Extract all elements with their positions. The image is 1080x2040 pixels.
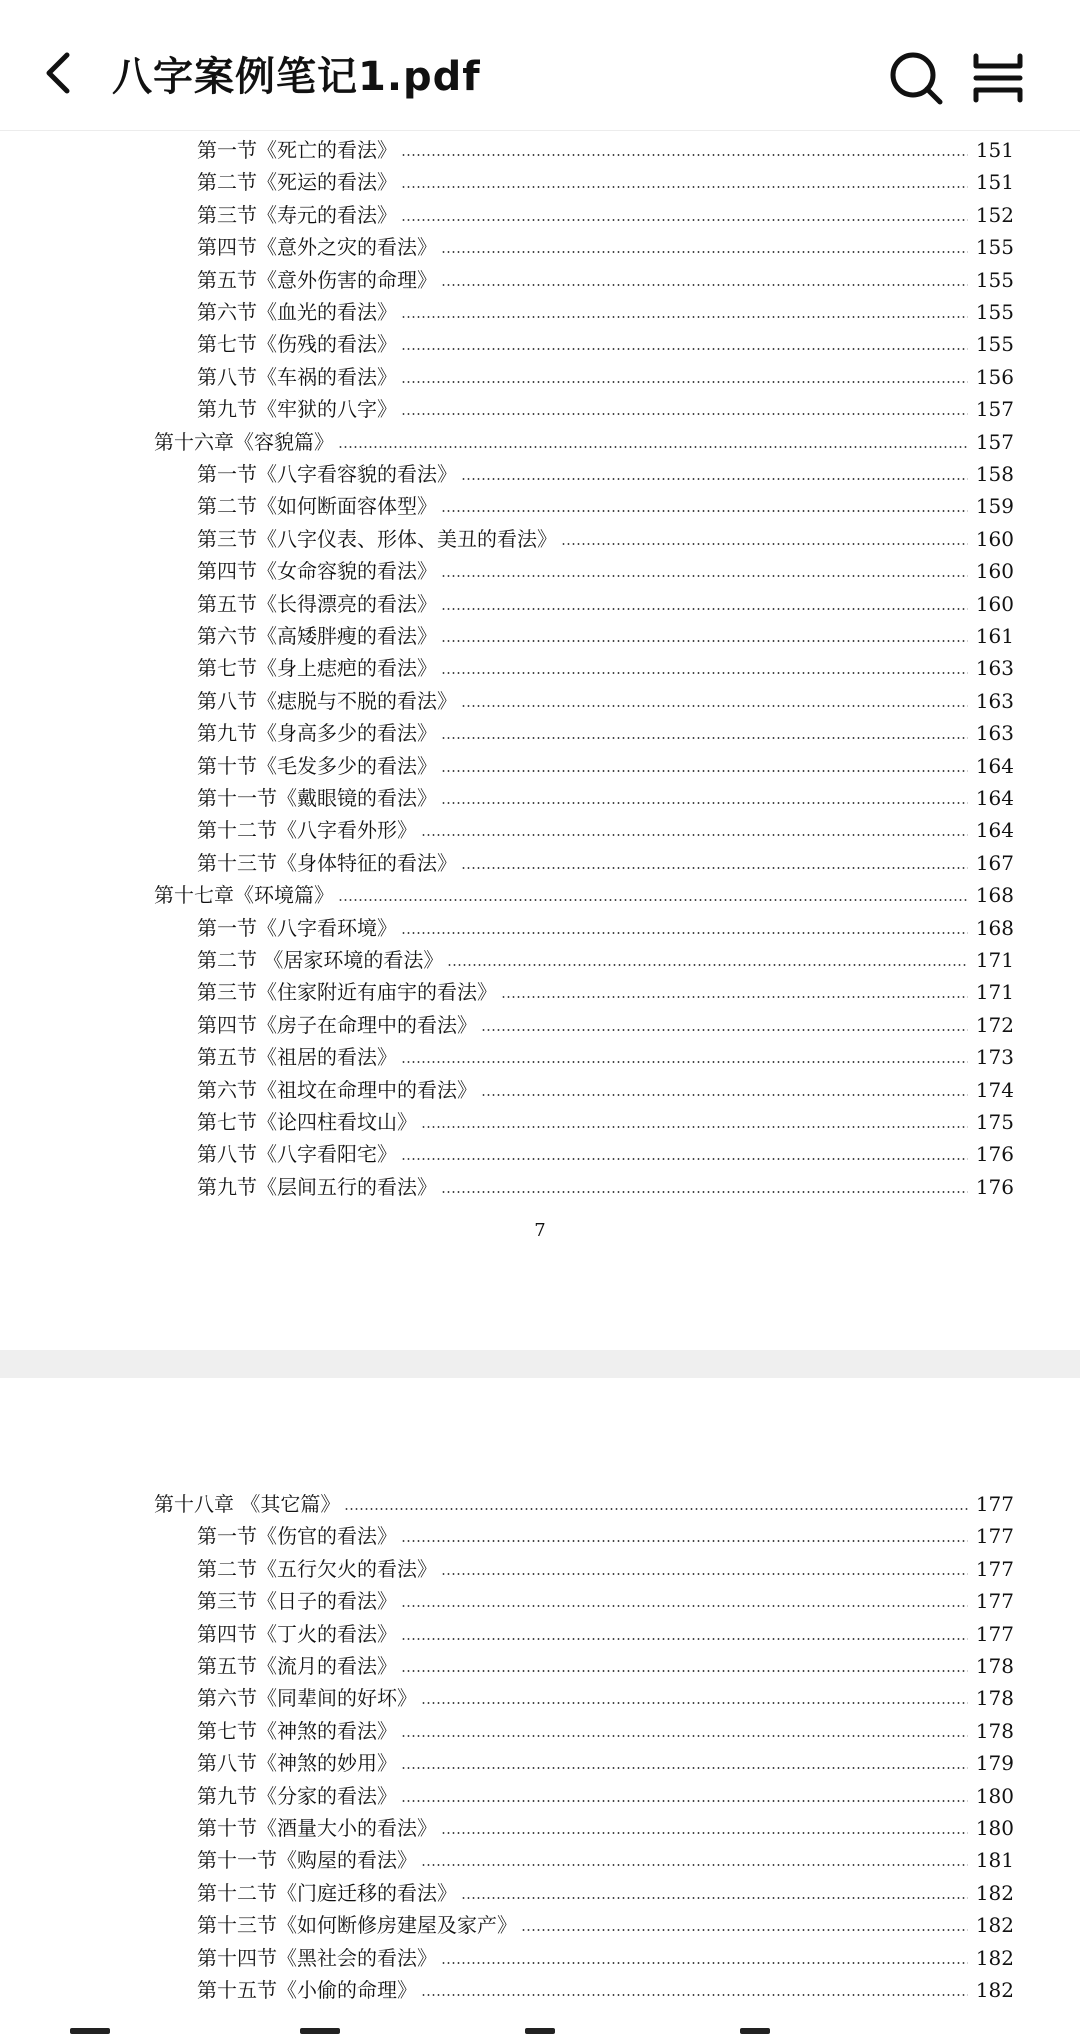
toc-section-entry[interactable] <box>0 1970 1080 2002</box>
toc-section-entry[interactable] <box>0 940 1080 972</box>
toc-entry-title: 第十三节《身体特征的看法》 <box>197 850 457 875</box>
toc-entry-title: 第三节《日子的看法》 <box>197 1589 397 1614</box>
toc-section-entry[interactable] <box>0 1678 1080 1710</box>
toc-leader-dots <box>401 1800 968 1802</box>
toc-page-number: 180 <box>975 1783 1014 1808</box>
toc-section-entry[interactable] <box>0 260 1080 292</box>
toc-page-number: 178 <box>975 1718 1014 1743</box>
toc-entry-title: 第九节《层间五行的看法》 <box>197 1174 437 1199</box>
toc-leader-dots <box>441 672 968 674</box>
toc-page-number: 155 <box>975 235 1014 260</box>
toc-leader-dots <box>338 446 968 448</box>
toolbar-icon-fragment <box>525 2028 555 2034</box>
toc-section-entry[interactable] <box>0 292 1080 324</box>
toc-page-number: 178 <box>975 1686 1014 1711</box>
toc-leader-dots <box>344 1508 968 1510</box>
toc-page-number: 173 <box>975 1045 1014 1070</box>
toc-leader-dots <box>401 1605 968 1607</box>
toc-page-number: 168 <box>975 883 1014 908</box>
toc-leader-dots <box>421 1702 968 1704</box>
toc-section-entry[interactable] <box>0 972 1080 1004</box>
toc-entry-title: 第四节《房子在命理中的看法》 <box>197 1012 477 1037</box>
page-number: 7 <box>534 1220 546 1241</box>
toc-section-entry[interactable] <box>0 1776 1080 1808</box>
search-button[interactable] <box>888 50 944 106</box>
toc-leader-dots <box>461 478 968 480</box>
toc-entry-title: 第十二节《八字看外形》 <box>197 818 417 843</box>
back-button[interactable] <box>38 48 78 98</box>
toc-page-number: 159 <box>975 494 1014 519</box>
toc-leader-dots <box>401 1158 968 1160</box>
toc-section-entry[interactable] <box>0 1873 1080 1905</box>
toc-page-number: 160 <box>975 526 1014 551</box>
toc-entry-title: 第十一节《戴眼镜的看法》 <box>197 786 437 810</box>
menu-button[interactable] <box>972 52 1024 104</box>
toc-entry-title: 第三节《寿元的看法》 <box>197 202 397 227</box>
toc-leader-dots <box>441 251 968 253</box>
toc-leader-dots <box>441 770 968 772</box>
toc-leader-dots <box>401 1061 968 1063</box>
toc-entry-title: 第四节《意外之灾的看法》 <box>197 235 437 260</box>
toc-page-number: 182 <box>975 1945 1014 1970</box>
toc-entry-title: 第六节《同辈间的好坏》 <box>197 1686 417 1711</box>
toc-section-entry[interactable] <box>0 389 1080 421</box>
toc-entry-title: 第六节《高矮胖瘦的看法》 <box>197 624 437 648</box>
toc-leader-dots <box>441 737 968 739</box>
toc-page-number: 175 <box>975 1110 1014 1134</box>
toc-entry-title: 第十八章 《其它篇》 <box>154 1492 341 1516</box>
toc-section-entry[interactable] <box>0 195 1080 227</box>
toc-page-number: 163 <box>975 688 1014 713</box>
toc-page-number: 160 <box>975 591 1014 616</box>
toc-entry-title: 第一节《八字看环境》 <box>197 915 397 940</box>
toolbar-icon-fragment <box>70 2028 110 2034</box>
toc-page-number: 171 <box>975 980 1014 1005</box>
toc-page-number: 164 <box>975 818 1014 843</box>
toc-section-entry[interactable] <box>0 1808 1080 1840</box>
toc-entry-title: 第四节《女命容貌的看法》 <box>197 559 437 584</box>
toc-section-entry[interactable] <box>0 454 1080 486</box>
toc-leader-dots <box>521 1929 968 1931</box>
toc-leader-dots <box>401 348 968 350</box>
toc-entry-title: 第十三节《如何断修房建屋及家产》 <box>197 1913 517 1938</box>
toc-section-entry[interactable] <box>0 551 1080 583</box>
toc-section-entry[interactable] <box>0 1102 1080 1134</box>
toc-entry-title: 第八节《八字看阳宅》 <box>197 1142 397 1167</box>
toc-leader-dots <box>401 1767 968 1769</box>
menu-icon <box>972 52 1024 104</box>
toc-section-entry[interactable] <box>0 1167 1080 1199</box>
toc-entry-title: 第六节《血光的看法》 <box>197 300 397 324</box>
toc-page-number: 181 <box>975 1848 1014 1873</box>
toc-entry-title: 第七节《身上痣疤的看法》 <box>197 656 437 681</box>
toc-entry-title: 第五节《祖居的看法》 <box>197 1045 397 1070</box>
toc-page-number: 155 <box>975 267 1014 292</box>
toc-page-number: 182 <box>975 1913 1014 1938</box>
toc-page-number: 171 <box>975 948 1014 972</box>
toc-leader-dots <box>401 1540 968 1542</box>
toc-page-number: 174 <box>975 1077 1014 1102</box>
toc-page-number: 155 <box>975 300 1014 324</box>
toc-entry-title: 第七节《神煞的看法》 <box>197 1718 397 1743</box>
toc-page-number: 168 <box>975 915 1014 940</box>
toc-entry-title: 第二节《五行欠火的看法》 <box>197 1556 437 1581</box>
toc-leader-dots <box>421 1126 968 1128</box>
toc-entry-title: 第十二节《门庭迁移的看法》 <box>197 1880 457 1905</box>
toc-section-entry[interactable] <box>0 227 1080 259</box>
toc-section-entry[interactable] <box>0 1005 1080 1037</box>
pdf-page-7[interactable] <box>0 130 1080 1350</box>
toc-leader-dots <box>401 413 968 415</box>
toc-section-entry[interactable] <box>0 519 1080 551</box>
toc-leader-dots <box>401 1735 968 1737</box>
toc-entry-title: 第十七章《环境篇》 <box>154 883 334 908</box>
top-app-bar <box>0 0 1080 131</box>
toc-page-number: 182 <box>975 1978 1014 2002</box>
toc-entry-title: 第七节《论四柱看坟山》 <box>197 1110 417 1134</box>
toc-page-number: 155 <box>975 332 1014 357</box>
toc-leader-dots <box>441 284 968 286</box>
toc-section-entry[interactable] <box>0 1905 1080 1937</box>
toc-page-number: 161 <box>975 624 1014 648</box>
toc-section-entry[interactable] <box>0 162 1080 194</box>
pdf-page-8[interactable] <box>0 1378 1080 2040</box>
toc-leader-dots <box>461 705 968 707</box>
toc-page-number: 180 <box>975 1816 1014 1840</box>
toc-section-entry[interactable] <box>0 746 1080 778</box>
toc-page-number: 163 <box>975 656 1014 681</box>
toc-leader-dots <box>421 1864 968 1866</box>
toc-leader-dots <box>461 1897 968 1899</box>
toc-leader-dots <box>461 867 968 869</box>
toc-entry-title: 第八节《神煞的妙用》 <box>197 1751 397 1776</box>
toc-entry-title: 第二节 《居家环境的看法》 <box>197 948 444 972</box>
toc-page-number: 151 <box>975 170 1014 195</box>
toc-section-entry[interactable] <box>0 616 1080 648</box>
document-title: 八字案例笔记1.pdf <box>112 54 481 100</box>
toc-section-entry[interactable] <box>0 130 1080 162</box>
toc-section-entry[interactable] <box>0 324 1080 356</box>
toc-entry-title: 第五节《意外伤害的命理》 <box>197 267 437 292</box>
toc-section-entry[interactable] <box>0 1840 1080 1872</box>
toc-page-number: 163 <box>975 721 1014 746</box>
search-icon <box>888 50 944 106</box>
toc-leader-dots <box>481 1029 968 1031</box>
toc-entry-title: 第十六章《容貌篇》 <box>154 429 334 454</box>
toc-entry-title: 第三节《八字仪表、形体、美丑的看法》 <box>197 526 557 551</box>
toc-leader-dots <box>441 1573 968 1575</box>
toc-entry-title: 第二节《如何断面容体型》 <box>197 494 437 519</box>
toc-leader-dots <box>441 575 968 577</box>
toc-page-number: 167 <box>975 850 1014 875</box>
toc-page-number: 182 <box>975 1880 1014 1905</box>
toc-entry-title: 第一节《八字看容貌的看法》 <box>197 462 457 486</box>
toc-page-number: 164 <box>975 786 1014 810</box>
toc-page-number: 157 <box>975 429 1014 454</box>
toc-entry-title: 第八节《车祸的看法》 <box>197 364 397 389</box>
toc-leader-dots <box>447 964 968 966</box>
toc-entry-title: 第十节《酒量大小的看法》 <box>197 1816 437 1840</box>
toc-entry-title: 第二节《死运的看法》 <box>197 170 397 195</box>
toc-leader-dots <box>441 1832 968 1834</box>
toc-page-number: 156 <box>975 364 1014 389</box>
toc-section-entry[interactable] <box>0 713 1080 745</box>
toc-section-entry[interactable] <box>0 1614 1080 1646</box>
toc-leader-dots <box>441 802 968 804</box>
toc-entry-title: 第六节《祖坟在命理中的看法》 <box>197 1077 477 1102</box>
toc-entry-title: 第一节《伤官的看法》 <box>197 1524 397 1549</box>
toc-leader-dots <box>338 899 968 901</box>
toc-section-entry[interactable] <box>0 584 1080 616</box>
toc-section-entry[interactable] <box>0 1516 1080 1548</box>
toc-section-entry[interactable] <box>0 648 1080 680</box>
toc-page-number: 158 <box>975 462 1014 486</box>
toc-section-entry[interactable] <box>0 1938 1080 1970</box>
toc-leader-dots <box>401 219 968 221</box>
toc-entry-title: 第五节《流月的看法》 <box>197 1654 397 1678</box>
toc-page-number: 160 <box>975 559 1014 584</box>
toc-entry-title: 第九节《牢狱的八字》 <box>197 397 397 422</box>
toc-section-entry[interactable] <box>0 357 1080 389</box>
toc-section-entry[interactable] <box>0 1037 1080 1069</box>
toc-section-entry[interactable] <box>0 1070 1080 1102</box>
toc-section-entry[interactable] <box>0 908 1080 940</box>
toc-entry-title: 第五节《长得漂亮的看法》 <box>197 591 437 616</box>
toc-entry-title: 第四节《丁火的看法》 <box>197 1621 397 1646</box>
toc-leader-dots <box>401 1638 968 1640</box>
toc-page-number: 177 <box>975 1524 1014 1549</box>
toc-chapter-entry[interactable] <box>0 1484 1080 1516</box>
chevron-left-icon <box>43 51 73 95</box>
toc-section-entry[interactable] <box>0 1646 1080 1678</box>
toc-leader-dots <box>441 608 968 610</box>
toc-entry-title: 第三节《住家附近有庙宇的看法》 <box>197 980 497 1005</box>
toc-leader-dots <box>401 1670 968 1672</box>
toolbar-icon-fragment <box>300 2028 340 2034</box>
toc-entry-title: 第八节《痣脱与不脱的看法》 <box>197 688 457 713</box>
toc-page-number: 164 <box>975 753 1014 778</box>
toc-entry-title: 第十节《毛发多少的看法》 <box>197 753 437 778</box>
toc-page-number: 179 <box>975 1751 1014 1776</box>
toc-chapter-entry[interactable] <box>0 875 1080 907</box>
toc-page-number: 151 <box>975 138 1014 162</box>
toc-leader-dots <box>401 316 968 318</box>
toc-leader-dots <box>401 154 968 156</box>
toc-page-number: 178 <box>975 1654 1014 1678</box>
toolbar-icon-fragment <box>740 2028 770 2034</box>
toc-section-entry[interactable] <box>0 1743 1080 1775</box>
toc-page-number: 172 <box>975 1012 1014 1037</box>
toc-chapter-entry[interactable] <box>0 422 1080 454</box>
toc-page-number: 177 <box>975 1589 1014 1614</box>
page-separator <box>0 1350 1080 1378</box>
toc-leader-dots <box>561 543 968 545</box>
toc-page-number: 176 <box>975 1142 1014 1167</box>
toc-section-entry[interactable] <box>0 486 1080 518</box>
toc-entry-title: 第七节《伤残的看法》 <box>197 332 397 357</box>
toc-leader-dots <box>481 1094 968 1096</box>
toc-leader-dots <box>441 510 968 512</box>
toc-entry-title: 第十一节《购屋的看法》 <box>197 1848 417 1873</box>
toc-leader-dots <box>401 932 968 934</box>
toc-section-entry[interactable] <box>0 1549 1080 1581</box>
toc-leader-dots <box>421 834 968 836</box>
toc-leader-dots <box>441 640 968 642</box>
toc-entry-title: 第十五节《小偷的命理》 <box>197 1978 417 2002</box>
toc-leader-dots <box>401 186 968 188</box>
toc-section-entry[interactable] <box>0 843 1080 875</box>
toc-leader-dots <box>441 1962 968 1964</box>
toc-entry-title: 第九节《分家的看法》 <box>197 1783 397 1808</box>
toc-entry-title: 第一节《死亡的看法》 <box>197 138 397 162</box>
toc-page-number: 177 <box>975 1556 1014 1581</box>
toc-entry-title: 第九节《身高多少的看法》 <box>197 721 437 746</box>
toc-section-entry[interactable] <box>0 810 1080 842</box>
toc-leader-dots <box>421 1994 968 1996</box>
toc-section-entry[interactable] <box>0 778 1080 810</box>
toc-page-number: 176 <box>975 1174 1014 1199</box>
toc-page-number: 157 <box>975 397 1014 422</box>
toc-section-entry[interactable] <box>0 1134 1080 1166</box>
toc-section-entry[interactable] <box>0 1711 1080 1743</box>
toc-page-number: 177 <box>975 1621 1014 1646</box>
toc-section-entry[interactable] <box>0 681 1080 713</box>
toc-leader-dots <box>441 1191 968 1193</box>
toc-entry-title: 第十四节《黑社会的看法》 <box>197 1945 437 1970</box>
bottom-toolbar-partial <box>0 2028 1080 2040</box>
toc-section-entry[interactable] <box>0 1581 1080 1613</box>
toc-page-number: 152 <box>975 202 1014 227</box>
toc-leader-dots <box>501 996 968 998</box>
toc-page-number: 177 <box>975 1492 1014 1516</box>
toc-leader-dots <box>401 381 968 383</box>
